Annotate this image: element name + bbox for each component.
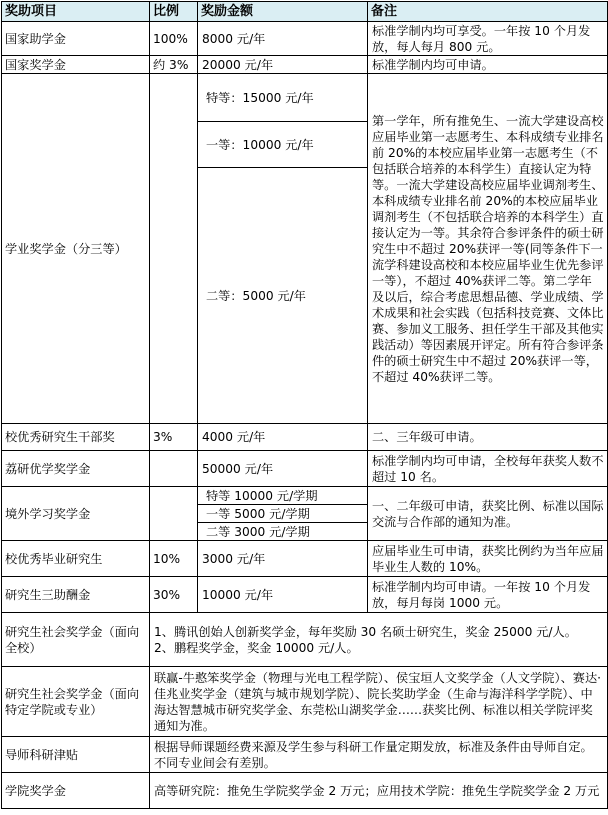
scholarship-table	[1, 1, 608, 809]
item-note: 标准学制内均可享受。一年按 10 个月发放，每人每月 800 元。	[368, 22, 608, 56]
table-row	[2, 737, 608, 773]
table-row	[2, 541, 608, 577]
item-ratio	[150, 487, 198, 541]
item-name: 导师科研津贴	[2, 737, 150, 773]
tier-special: 特等 10000 元/学期	[198, 487, 368, 505]
item-ratio	[150, 74, 198, 424]
item-name: 荔研优学奖学金	[2, 451, 150, 487]
item-amount: 20000 元/年	[198, 56, 368, 74]
tier-special: 特等：15000 元/年	[198, 74, 368, 122]
item-note: 二、三年级可申请。	[368, 424, 608, 451]
item-name: 国家奖学金	[2, 56, 150, 74]
item-note	[150, 613, 608, 667]
item-name: 境外学习奖学金	[2, 487, 150, 541]
item-ratio: 约 3%	[150, 56, 198, 74]
tier-second: 二等：5000 元/年	[198, 168, 368, 424]
item-name: 研究生社会奖学金（面向特定学院或专业）	[2, 667, 150, 737]
item-amount: 4000 元/年	[198, 424, 368, 451]
item-name: 学院奖学金	[2, 773, 150, 809]
item-note: 联赢-牛憨笨奖学金（物理与光电工程学院）、侯宝垣人文奖学金（人文学院）、赛达·佳兆业奖学金（建筑与城市规划学院）、院长奖助学金（生命与海洋科学学院）、中海达智慧城市研究奖学金、东莞松山湖奖学金……获奖比例、标准以相关学院评奖通知为准。	[150, 667, 608, 737]
item-name: 研究生三助酬金	[2, 577, 150, 613]
item-ratio: 3%	[150, 424, 198, 451]
item-ratio: 30%	[150, 577, 198, 613]
table-row	[2, 773, 608, 809]
item-name: 学业奖学金（分三等）	[2, 74, 150, 424]
item-name: 国家助学金	[2, 22, 150, 56]
item-note: 高等研究院：推免生学院奖学金 2 万元；应用技术学院：推免生学院奖学金 2 万元	[150, 773, 608, 809]
item-note: 标准学制内均可申请，全校每年获奖人数不超过 10 名。	[368, 451, 608, 487]
table-row	[2, 451, 608, 487]
item-ratio: 10%	[150, 541, 198, 577]
item-ratio: 100%	[150, 22, 198, 56]
item-note: 标准学制内均可申请。	[368, 56, 608, 74]
table-row	[2, 22, 608, 56]
item-name: 校优秀毕业研究生	[2, 541, 150, 577]
header-ratio: 比例	[150, 2, 198, 22]
social-scholarship-line-1: 1、腾讯创始人创新奖学金，每年奖励 30 名硕士研究生，奖金 25000 元/人。	[154, 624, 577, 639]
table-row	[2, 487, 608, 505]
table-row	[2, 667, 608, 737]
header-amount: 奖励金额	[198, 2, 368, 22]
item-ratio	[150, 451, 198, 487]
item-amount: 3000 元/年	[198, 541, 368, 577]
item-note: 一、二年级可申请，获奖比例、标准以国际交流与合作部的通知为准。	[368, 487, 608, 541]
item-amount: 10000 元/年	[198, 577, 368, 613]
item-note: 标准学制内均可申请。一年按 10 个月发放，每月每岗 1000 元。	[368, 577, 608, 613]
table-row	[2, 74, 608, 122]
item-name: 校优秀研究生干部奖	[2, 424, 150, 451]
tier-first: 一等 5000 元/学期	[198, 505, 368, 523]
social-scholarship-line-2: 2、鹏程奖学金，奖金 10000 元/人。	[154, 640, 359, 655]
table-row	[2, 613, 608, 667]
table-row	[2, 56, 608, 74]
item-note: 第一学年，所有推免生、一流大学建设高校应届毕业第一志愿考生、本科成绩专业排名前 20%的本校应届毕业第一志愿考生（不包括联合培养的本科学生）直接认定为特等。一流大学建设高校应届毕业调剂考生、本科成绩专业排名前 20%的本校应届毕业调剂考生（不包括联合培养的本科学生）直接认定为一等。其余符合参评条件的硕士研究生中不超过 20%获评一等(同等条件下一流学科建设高校和本校应届毕业生优先参评一等），不超过 40%获评二等。第二学年及以后，综合考虑思想品德、学业成绩、学术成果和社会实践（包括科技竞赛、文体比赛、参加义工服务、担任学生干部及其他实践活动）等因素展开评定。所有符合参评条件的硕士研究生中不超过 20%获评一等，不超过 40%获评二等。	[368, 74, 608, 424]
item-note: 根据导师课题经费来源及学生参与科研工作量定期发放，标准及条件由导师自定。不同专业间会有差别。	[150, 737, 608, 773]
table-row	[2, 424, 608, 451]
header-item: 奖助项目	[2, 2, 150, 22]
header-note: 备注	[368, 2, 608, 22]
table-header-row	[2, 2, 608, 22]
table-row	[2, 577, 608, 613]
item-note: 应届毕业生可申请，获奖比例约为当年应届毕业生人数的 10%。	[368, 541, 608, 577]
item-name: 研究生社会奖学金（面向全校）	[2, 613, 150, 667]
tier-first: 一等：10000 元/年	[198, 122, 368, 168]
tier-second: 二等 3000 元/学期	[198, 523, 368, 541]
item-amount: 8000 元/年	[198, 22, 368, 56]
item-amount: 50000 元/年	[198, 451, 368, 487]
